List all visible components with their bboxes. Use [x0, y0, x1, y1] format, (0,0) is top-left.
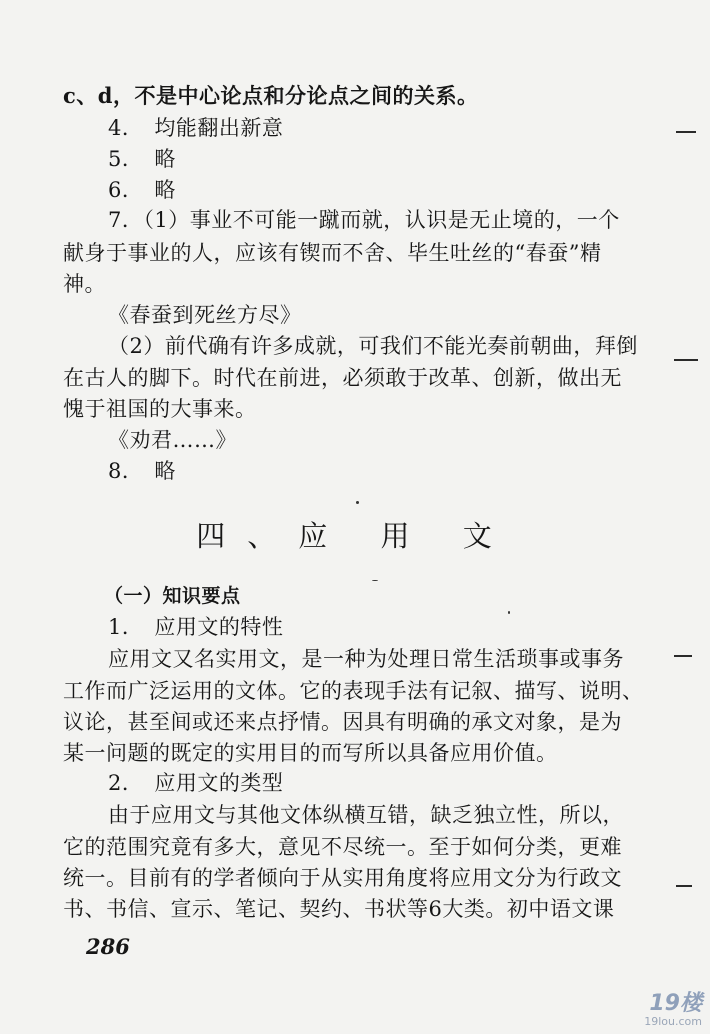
scan-speck — [508, 611, 510, 614]
text-line: 《劝君……》 — [108, 428, 237, 452]
text-line: 工作而广泛运用的文体。它的表现手法有记叙、描写、说明、 — [63, 679, 644, 703]
scan-speck — [356, 501, 359, 504]
text-line: 1． 应用文的特性 — [108, 615, 284, 639]
text-line: 6． 略 — [108, 178, 176, 202]
text-line: 书、书信、宣示、笔记、契约、书状等6大类。初中语文课 — [63, 897, 615, 921]
text-line: 由于应用文与其他文体纵横互错，缺乏独立性，所以， — [108, 803, 624, 827]
text-line: 统一。目前有的学者倾向于从实用角度将应用文分为行政文 — [63, 866, 622, 890]
text-line: 《春蚕到死丝方尽》 — [108, 303, 302, 327]
margin-mark — [674, 655, 692, 657]
text-line: （2）前代确有许多成就，可我们不能光奏前朝曲，拜倒 — [108, 334, 638, 358]
text-line: 它的范围究竟有多大，意见不尽统一。至于如何分类，更难 — [63, 835, 622, 859]
text-line: 应用文又名实用文，是一种为处理日常生活琐事或事务 — [108, 647, 624, 671]
text-line: 4． 均能翻出新意 — [108, 116, 284, 140]
section-title: 四、应 用 文 — [196, 519, 514, 553]
margin-mark — [676, 131, 696, 133]
text-line: 愧于祖国的大事来。 — [63, 397, 257, 421]
subsection-heading: （一）知识要点 — [104, 585, 241, 607]
text-line: 8． 略 — [108, 459, 176, 483]
margin-mark — [674, 359, 698, 361]
page-number: 286 — [86, 934, 130, 959]
margin-mark — [676, 885, 692, 887]
text-line: 2． 应用文的类型 — [108, 771, 284, 795]
text-line: c、d，不是中心论点和分论点之间的关系。 — [63, 83, 479, 108]
text-line: 5． 略 — [108, 147, 176, 171]
watermark-site: 19lou.com — [644, 1015, 702, 1028]
text-line: 神。 — [63, 272, 106, 296]
text-line: 7．（1）事业不可能一蹴而就，认识是无止境的，一个 — [108, 208, 620, 232]
scan-speck — [372, 580, 378, 581]
text-line: 某一问题的既定的实用目的而写所以具备应用价值。 — [63, 741, 558, 765]
watermark — [644, 993, 702, 1028]
text-line: 献身于事业的人，应该有锲而不舍、毕生吐丝的“春蚕”精 — [63, 241, 602, 265]
watermark-brand: 19楼 — [649, 991, 702, 1016]
text-line: 议论，甚至间或还来点抒情。因具有明确的承文对象，是为 — [63, 710, 622, 734]
text-line: 在古人的脚下。时代在前进，必须敢于改革、创新，做出无 — [63, 366, 622, 390]
